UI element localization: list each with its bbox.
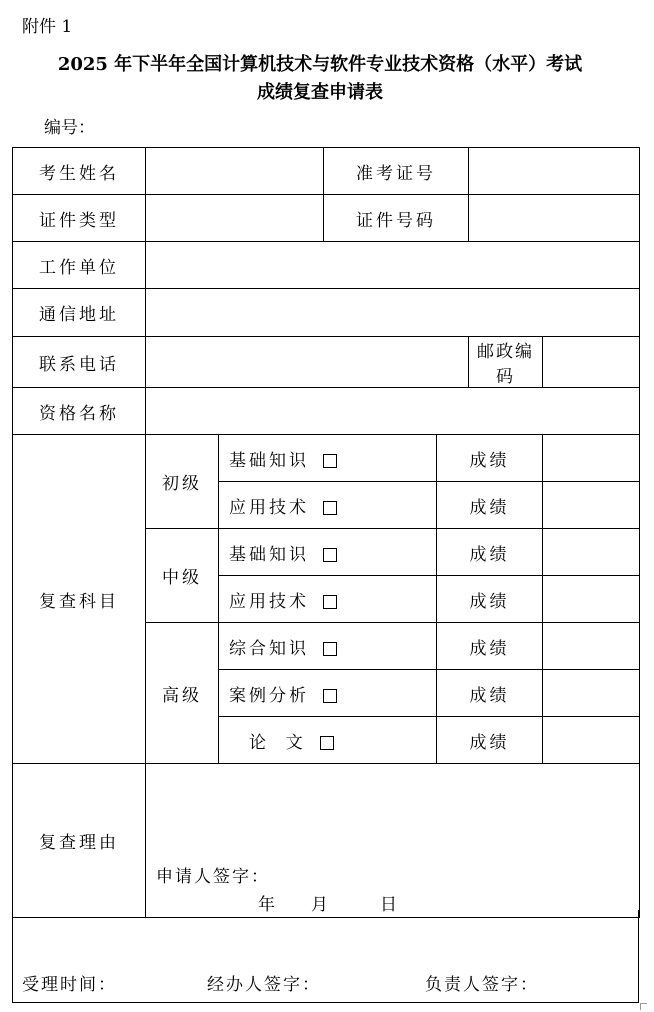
form-title-line2: 成绩复查申请表 xyxy=(257,82,383,103)
review-subjects-label: 复查科目 xyxy=(13,435,146,764)
leader-signature-label: 负责人签字： xyxy=(425,975,539,995)
subject-label: 案例分析 xyxy=(229,685,309,706)
subject-label: 应用技术 xyxy=(229,497,309,518)
subject-row[interactable] xyxy=(219,623,437,670)
address-field[interactable] xyxy=(146,289,640,337)
score-field[interactable] xyxy=(543,435,640,482)
page-corner-mark xyxy=(640,1003,647,1010)
attachment-label: 附件 1 xyxy=(22,17,73,37)
subject-checkbox[interactable] xyxy=(323,548,337,562)
date-year: 年 xyxy=(258,895,275,915)
subject-checkbox[interactable] xyxy=(323,642,337,656)
subject-checkbox[interactable] xyxy=(323,501,337,515)
employer-label: 工作单位 xyxy=(13,242,146,289)
address-label: 通信地址 xyxy=(13,289,146,337)
subject-row[interactable] xyxy=(219,576,437,623)
score-label: 成绩 xyxy=(437,670,543,717)
score-label: 成绩 xyxy=(437,576,543,623)
score-label: 成绩 xyxy=(437,717,543,764)
employer-field[interactable] xyxy=(146,242,640,289)
score-label: 成绩 xyxy=(437,435,543,482)
ticket-number-label: 准考证号 xyxy=(324,148,469,195)
score-field[interactable] xyxy=(543,670,640,717)
id-number-field[interactable] xyxy=(469,195,640,242)
subject-checkbox[interactable] xyxy=(323,689,337,703)
id-type-label: 证件类型 xyxy=(13,195,146,242)
subject-label: 基础知识 xyxy=(229,544,309,565)
score-label: 成绩 xyxy=(437,482,543,529)
subject-row[interactable] xyxy=(219,670,437,717)
receive-time-label: 受理时间： xyxy=(22,975,117,995)
handler-signature-label: 经办人签字： xyxy=(207,975,321,995)
date-month: 月 xyxy=(311,895,328,915)
review-application-table xyxy=(12,147,640,918)
date-day: 日 xyxy=(380,895,397,915)
level-name: 初级 xyxy=(146,435,219,529)
subject-checkbox[interactable] xyxy=(323,454,337,468)
subject-row[interactable] xyxy=(219,717,437,764)
subject-row[interactable] xyxy=(219,435,437,482)
review-reason-label: 复查理由 xyxy=(13,764,146,918)
score-label: 成绩 xyxy=(437,623,543,670)
qualification-label: 资格名称 xyxy=(13,388,146,435)
name-field[interactable] xyxy=(146,148,324,195)
review-reason-field[interactable] xyxy=(146,764,640,918)
name-label: 考生姓名 xyxy=(13,148,146,195)
id-type-field[interactable] xyxy=(146,195,324,242)
subject-row[interactable] xyxy=(219,529,437,576)
subject-label: 综合知识 xyxy=(229,638,309,659)
subject-checkbox[interactable] xyxy=(320,736,334,750)
serial-number-label: 编号： xyxy=(44,118,95,138)
postcode-label: 邮政编码 xyxy=(469,337,543,388)
score-label: 成绩 xyxy=(437,529,543,576)
qualification-field[interactable] xyxy=(146,388,640,435)
score-field[interactable] xyxy=(543,623,640,670)
id-number-label: 证件号码 xyxy=(324,195,469,242)
level-name: 高级 xyxy=(146,623,219,764)
subject-label: 论 文 xyxy=(249,732,306,753)
subject-row[interactable] xyxy=(219,482,437,529)
score-field[interactable] xyxy=(543,529,640,576)
score-field[interactable] xyxy=(543,717,640,764)
level-name: 中级 xyxy=(146,529,219,623)
score-field[interactable] xyxy=(543,482,640,529)
phone-label: 联系电话 xyxy=(13,337,146,388)
score-field[interactable] xyxy=(543,576,640,623)
subject-checkbox[interactable] xyxy=(323,595,337,609)
postcode-field[interactable] xyxy=(543,337,640,388)
phone-field[interactable] xyxy=(146,337,469,388)
ticket-number-field[interactable] xyxy=(469,148,640,195)
form-title-line1: 2025 年下半年全国计算机技术与软件专业技术资格（水平）考试 xyxy=(57,54,583,75)
subject-label: 应用技术 xyxy=(229,591,309,612)
subject-label: 基础知识 xyxy=(229,450,309,471)
applicant-signature-label: 申请人签字： xyxy=(156,867,270,887)
